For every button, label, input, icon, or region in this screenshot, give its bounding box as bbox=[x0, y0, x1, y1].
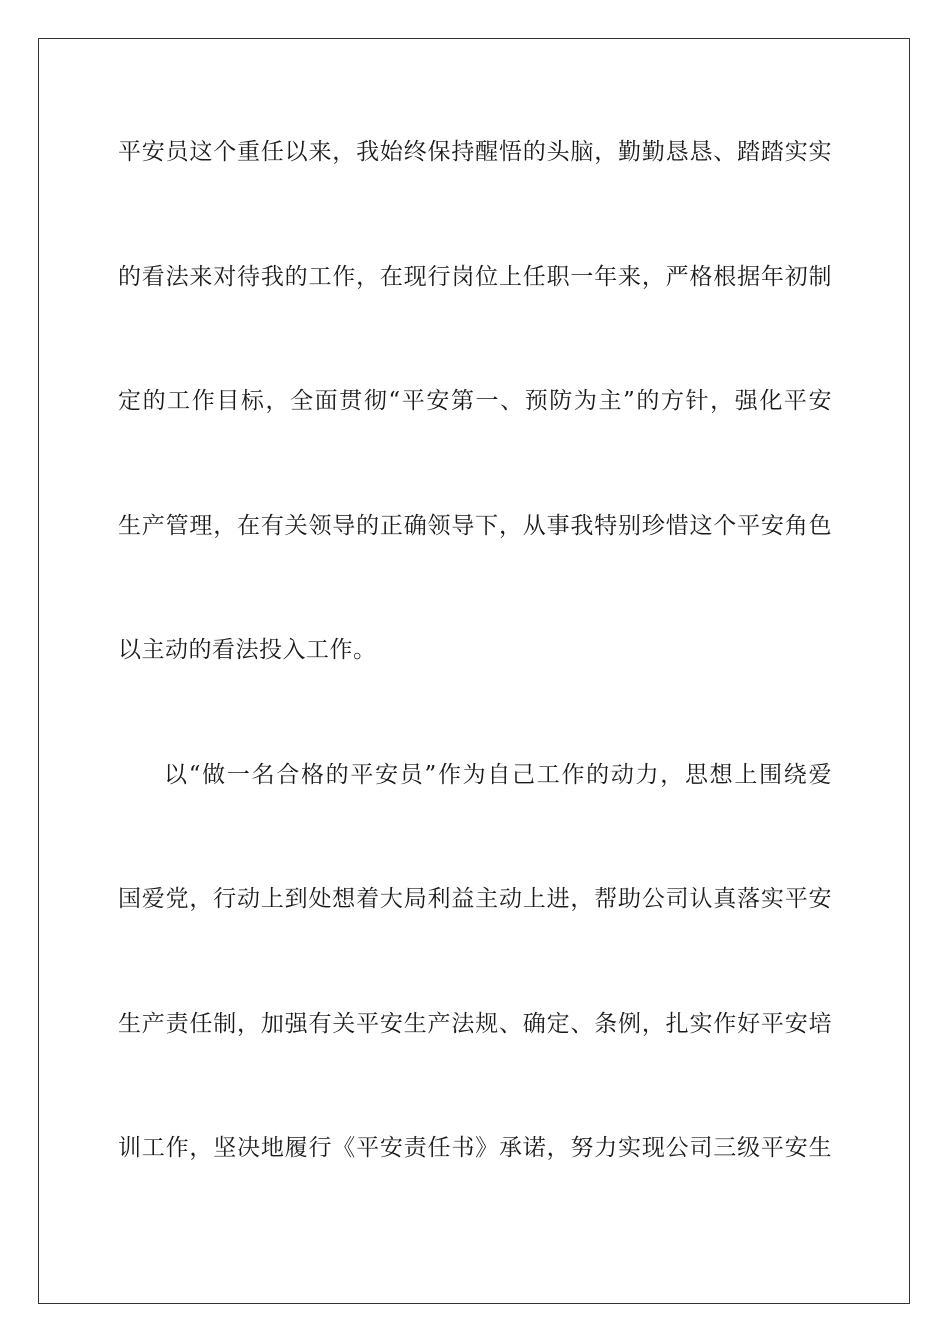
paragraph-line: 定的工作目标，全面贯彻“平安第一、预防为主”的方针，强化平安 bbox=[118, 388, 832, 414]
paragraph-line: 以主动的看法投入工作。 bbox=[118, 637, 377, 663]
document-body bbox=[118, 128, 832, 1249]
paragraph-line: 的看法来对待我的工作，在现行岗位上任职一年来，严格根据年初制 bbox=[118, 263, 832, 290]
paragraph-line: 训工作，坚决地履行《平安责任书》承诺，努力实现公司三级平安生 bbox=[118, 1135, 832, 1161]
paragraph-line: 国爱党，行动上到处想着大局利益主动上进，帮助公司认真落实平安 bbox=[118, 886, 832, 912]
paragraph-line: 平安员这个重任以来，我始终保持醒悟的头脑，勤勤恳恳、踏踏实实 bbox=[118, 139, 832, 165]
paragraph-line: 生产责任制，加强有关平安生产法规、确定、条例，扎实作好平安培 bbox=[118, 1010, 832, 1037]
paragraph-line: 生产管理，在有关领导的正确领导下，从事我特别珍惜这个平安角色 bbox=[118, 512, 832, 539]
paragraph-first-line: 以“做一名合格的平安员”作为自己工作的动力，思想上围绕爱 bbox=[164, 761, 832, 788]
